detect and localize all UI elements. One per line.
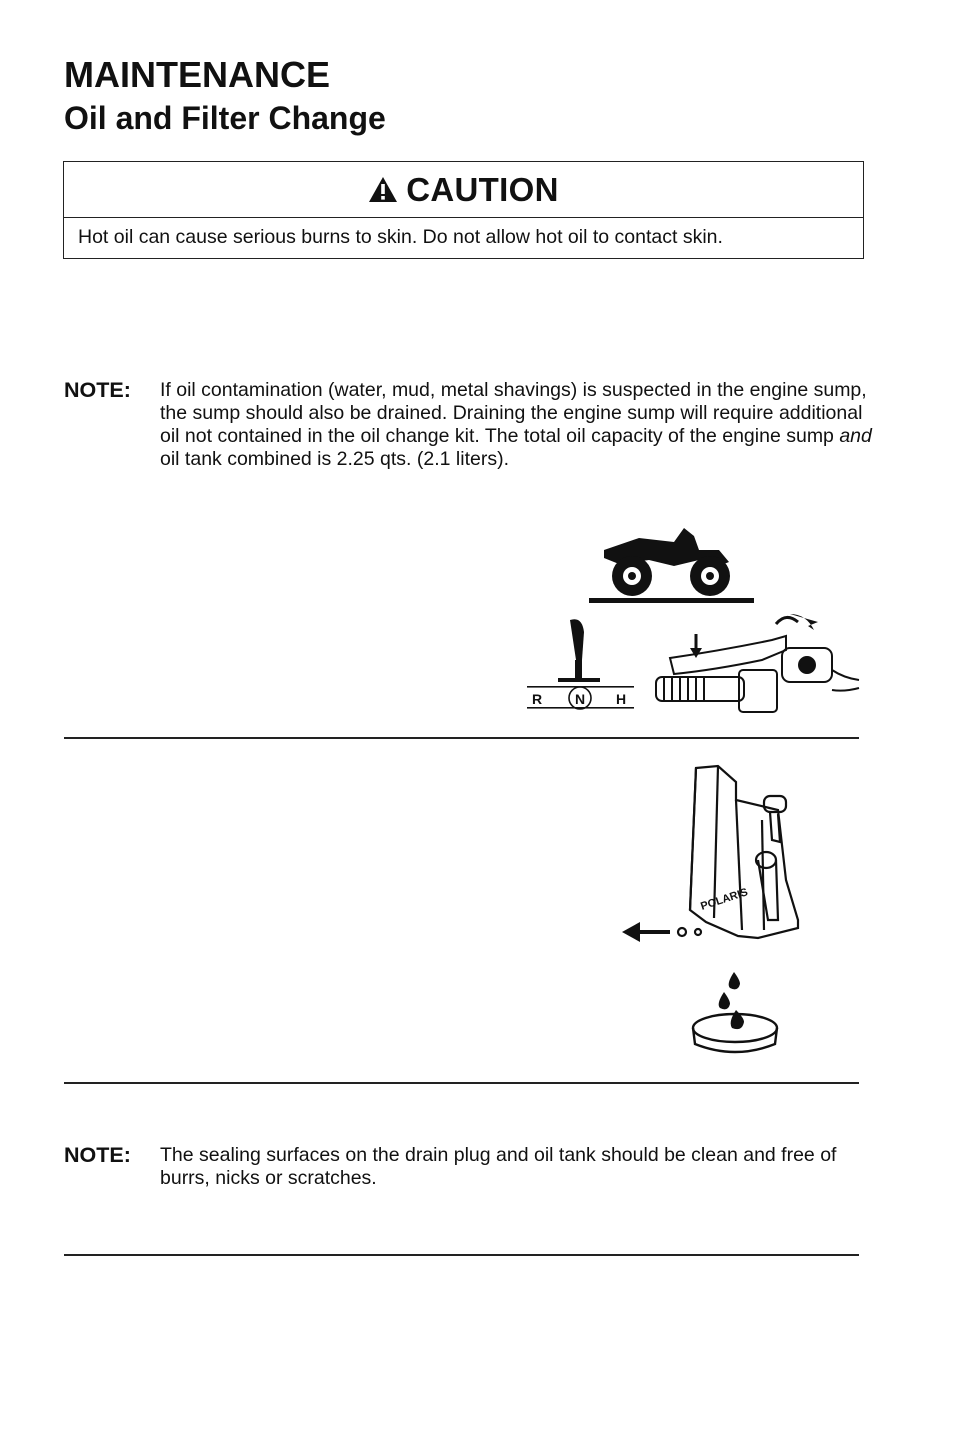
divider <box>64 1254 859 1256</box>
oil-drop-icon <box>719 972 744 1029</box>
section-title: MAINTENANCE <box>64 54 330 95</box>
atv-park-illustration <box>524 510 864 720</box>
oil-tank-drain-illustration <box>618 760 818 1065</box>
warning-icon <box>368 176 398 203</box>
brand-logo: POLARIS <box>699 886 750 913</box>
note-text-emphasis: and <box>839 425 872 447</box>
caution-title: CAUTION <box>406 170 559 208</box>
oil-tank-icon <box>678 766 798 938</box>
brake-lever-icon <box>656 617 859 712</box>
gear-label: H <box>616 691 627 707</box>
gear-label: N <box>575 691 586 707</box>
caution-text: Hot oil can cause serious burns to skin. Do not allow hot oil to contact skin. <box>78 226 723 248</box>
note-label: NOTE: <box>64 1143 131 1167</box>
note-label: NOTE: <box>64 378 131 402</box>
note-text: The sealing surfaces on the drain plug and oil tank should be clean and free of burrs, nicks or scratches. <box>160 1144 837 1189</box>
gear-selector-icon <box>558 619 600 682</box>
note-text-part: oil tank combined is 2.25 qts. (2.1 liters). <box>160 448 509 470</box>
note-text <box>160 379 880 471</box>
caution-box <box>63 161 864 259</box>
atv-icon <box>604 528 730 596</box>
arrow-icon <box>790 614 818 630</box>
gear-label: R <box>532 691 543 707</box>
ground-line <box>589 598 754 603</box>
page-title: Oil and Filter Change <box>64 100 386 136</box>
divider <box>64 1082 859 1084</box>
arrow-icon <box>622 922 640 942</box>
note-text-part: If oil contamination (water, mud, metal shavings) is suspected in the engine sump, the sump should also be drained. Draining the engine sump will require additional oil not contained in the oil change kit. The total oil capacity of the engine sump <box>160 379 867 447</box>
caution-header <box>64 162 863 218</box>
divider <box>64 737 859 739</box>
